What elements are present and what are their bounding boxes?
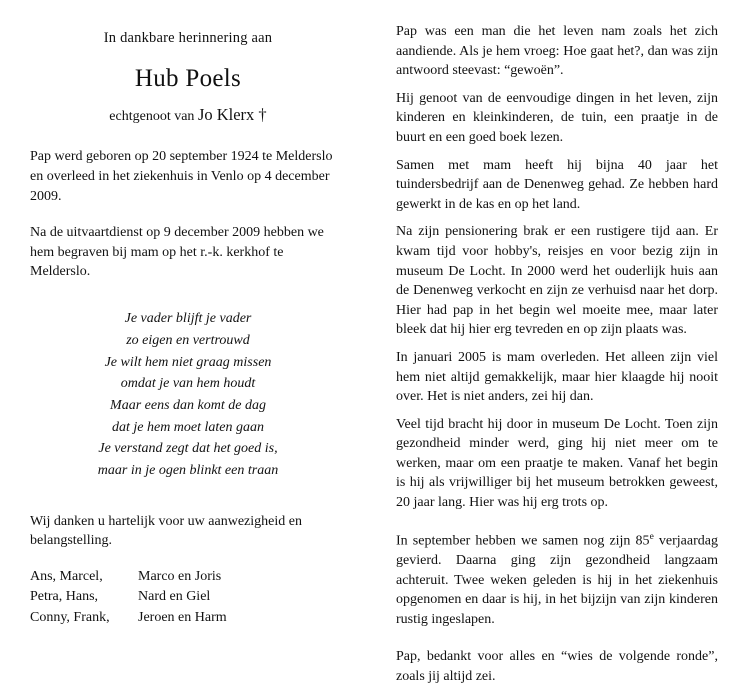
funeral-paragraph: Na de uitvaartdienst op 9 december 2009 hebben we hem begraven bij mam op het r.-k. kerkhof te Melderslo. <box>30 224 324 280</box>
family-list <box>30 567 288 628</box>
poem-line: Maar eens dan komt de dag <box>110 398 266 413</box>
table-row <box>30 608 288 628</box>
closing-paragraph: Pap, bedankt voor alles en “wies de volgende ronde”, zoals jij altijd zei. <box>396 649 718 684</box>
spouse-name: Jo Klerx † <box>197 105 267 124</box>
left-column <box>0 0 372 625</box>
poem-line: Je wilt hem niet graag missen <box>104 354 272 370</box>
birth-paragraph: Pap werd geboren op 20 september 1924 te Melderslo en overleed in het ziekenhuis in Venlo op 4 december 2009. <box>30 149 333 204</box>
spouse-prefix: echtgenoot van <box>109 109 198 124</box>
eulogy-paragraph-1: Pap was een man die het leven nam zoals het zich aandiende. Als je hem vroeg: Hoe gaat het?, dan was zijn antwoord steevast: “gewoën”. <box>396 24 718 79</box>
family-name-left: Ans, Marcel, <box>30 568 103 584</box>
memorial-intro: In dankbare herinnering aan <box>103 30 273 46</box>
eulogy-paragraph-5: In januari 2005 is mam overleden. Het alleen zijn viel hem niet altijd gemakkelijk, maar hier klaagde hij nooit over. Het is niet anders, zei hij dan. <box>396 349 718 405</box>
poem-line: omdat je van hem houdt <box>120 376 256 392</box>
family-name-right: Nard en Giel <box>138 589 211 605</box>
thanks-text: Wij danken u hartelijk voor uw aanwezigheid en belangstelling. <box>30 513 302 549</box>
family-name-right: Jeroen en Harm <box>138 609 227 625</box>
poem-line: maar in je ogen blinkt een traan <box>97 463 279 479</box>
birthday-ordinal-suffix: e <box>649 531 654 542</box>
family-name-right: Marco en Joris <box>138 568 222 584</box>
poem-line: Je verstand zegt dat het goed is, <box>98 441 278 457</box>
eulogy-paragraph-3: Samen met mam heeft hij bijna 40 jaar het tuindersbedrijf aan de Denenweg gehad. Ze hebben hard gewerkt in de kas en op het land. <box>396 157 718 212</box>
birthday-text-pre: In september hebben we samen nog zijn 85 <box>396 533 650 549</box>
table-row <box>30 587 288 607</box>
deceased-name: Hub Poels <box>134 65 242 92</box>
eulogy-paragraph-6: Veel tijd bracht hij door in museum De Locht. Toen zijn gezondheid minder werd, ging hij niet meer om te werken, maar om een praatje te maken. Vanaf het begin is hij als vrijwilliger bij het museum betrokken geweest, 20 jaar lang. Hier was hij erg trots op. <box>396 416 718 511</box>
birthday-paragraph <box>396 531 718 630</box>
eulogy-paragraph-4: Na zijn pensionering brak er een rustigere tijd aan. Er kwam tijd voor hobby's, reisjes en voor bezig zijn in museum De Locht. In 2000 werd het ouderlijk huis aan de Denenweg verkocht en zijn ze verhuisd naar het dorp. Hier had pap in het begin wel moeite mee, maar later bleek dat hij hier erg tevreden en op zijn plaats was. <box>396 224 718 338</box>
birthday-text-post: verjaardag gevierd. Daarna ging zijn gezondheid langzaam achteruit. Twee weken geleden is hij in het ziekenhuis opgenomen en daar is hij, in het bijzijn van zijn kinderen rustig ingeslapen. <box>396 533 718 627</box>
poem-line: dat je hem moet laten gaan <box>111 419 265 435</box>
poem-line: zo eigen en vertrouwd <box>126 332 250 348</box>
family-name-left: Petra, Hans, <box>30 589 99 605</box>
eulogy-paragraph-2: Hij genoot van de eenvoudige dingen in het leven, zijn kinderen en kleinkinderen, de tuin, een praatje in de buurt en een goed boek lezen. <box>396 90 718 145</box>
table-row <box>30 567 288 587</box>
poem-line: Je vader blijft je vader <box>124 311 252 327</box>
family-name-left: Conny, Frank, <box>30 609 110 625</box>
spouse-line <box>30 105 346 125</box>
column-divider <box>372 0 373 542</box>
poem <box>30 308 346 482</box>
right-column <box>372 0 744 684</box>
